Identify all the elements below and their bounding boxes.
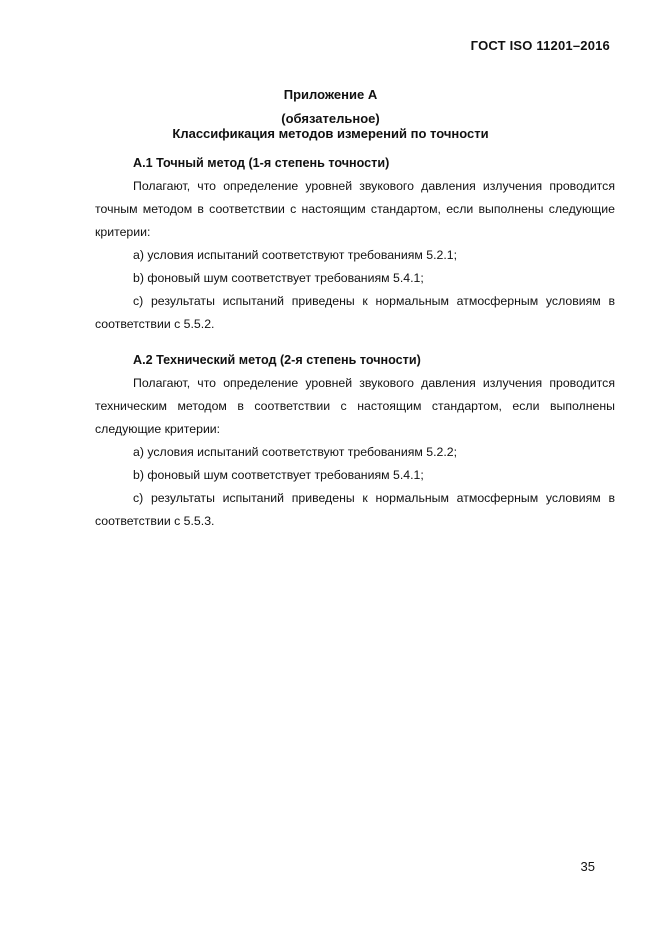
appendix-subtitle: Классификация методов измерений по точности [172,126,489,141]
section-a2 [95,349,615,533]
criterion-item: c) результаты испытаний приведены к нормальным атмосферным условиям в соответствии с 5.5.3. [95,491,615,528]
appendix-status: (обязательное) [281,111,380,126]
criterion-item: c) результаты испытаний приведены к нормальным атмосферным условиям в соответствии с 5.5.2. [95,294,615,331]
appendix-title: Приложение А [283,87,378,102]
section-heading: А.2 Технический метод (2-я степень точности) [133,353,421,367]
page-number: 35 [580,859,595,874]
criterion-item: b) фоновый шум соответствует требованиям 5.4.1; [133,271,424,285]
section-intro: Полагают, что определение уровней звукового давления излучения проводится техническим методом в соответствии с настоящим стандартом, если выполнены следующие критерии: [95,376,615,436]
section-a1 [95,152,615,336]
criterion-item: a) условия испытаний соответствуют требованиям 5.2.2; [133,445,458,459]
criterion-item: b) фоновый шум соответствует требованиям 5.4.1; [133,468,424,482]
section-intro: Полагают, что определение уровней звукового давления излучения проводится точным методом в соответствии с настоящим стандартом, если выполнены следующие критерии: [95,179,615,239]
criterion-item: a) условия испытаний соответствуют требованиям 5.2.1; [133,248,458,262]
standard-code: ГОСТ ISO 11201–2016 [470,38,610,53]
section-heading: А.1 Точный метод (1-я степень точности) [133,156,390,170]
